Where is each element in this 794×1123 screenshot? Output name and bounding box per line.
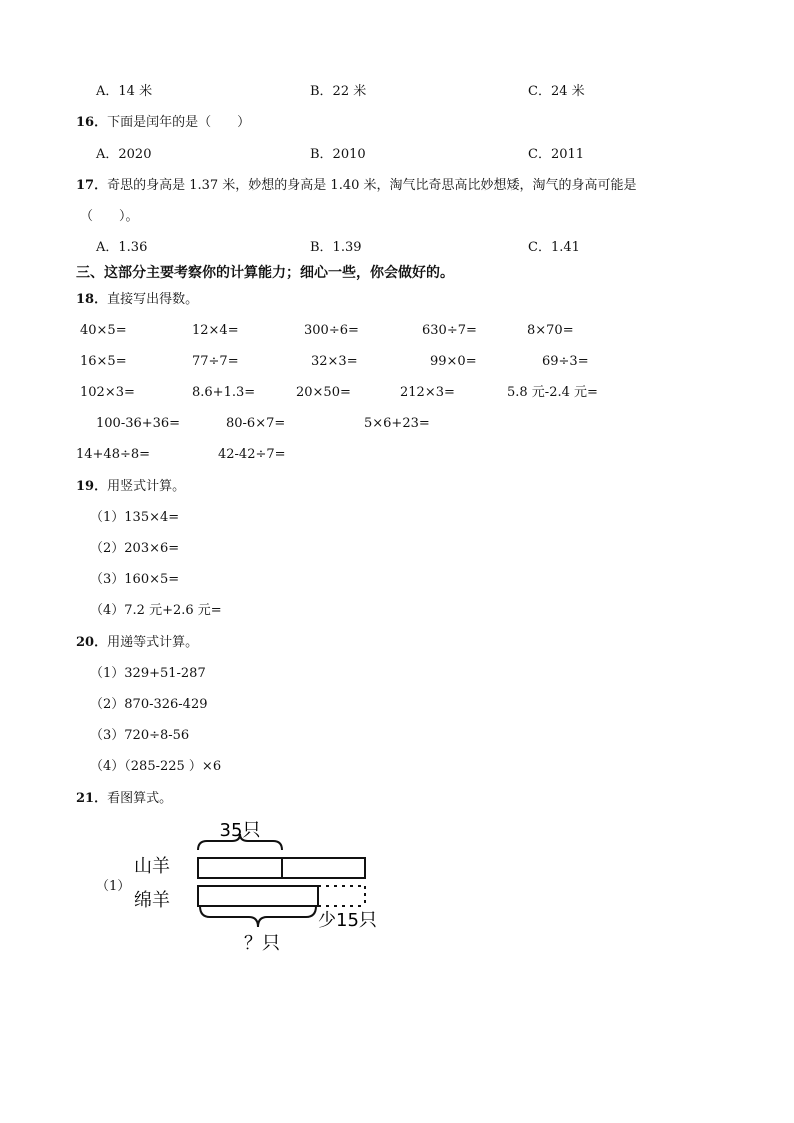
q17-option-a: A．1.36: [96, 240, 148, 255]
q18-expr: 69÷3=: [542, 354, 589, 369]
q18-expr: 12×4=: [192, 323, 239, 338]
q15-option-c: C．24 米: [528, 84, 585, 99]
less-label: 少15只: [318, 910, 377, 931]
q19-item: （2）203×6=: [90, 541, 180, 556]
q15-option-b: B．22 米: [310, 84, 367, 99]
q16-option-c: C．2011: [528, 147, 585, 162]
q18-text: 直接写出得数。: [107, 292, 199, 307]
q18-number: 18．: [76, 292, 108, 307]
q17-text: 奇思的身高是 1.37 米，妙想的身高是 1.40 米，淘气比奇思高比妙想矮，淘气的身高可能是: [107, 178, 637, 193]
q18-expr: 40×5=: [80, 323, 127, 338]
q15-option-a: A．14 米: [96, 84, 153, 99]
q18-expr: 20×50=: [296, 385, 351, 400]
q18-expr: 5.8 元-2.4 元=: [507, 385, 598, 400]
q18-expr: 16×5=: [80, 354, 127, 369]
q19-item: （3）160×5=: [90, 572, 180, 587]
section3-title: 三、这部分主要考察你的计算能力；细心一些，你会做好的。: [76, 265, 454, 281]
q18-expr: 300÷6=: [304, 323, 359, 338]
q18-expr: 99×0=: [430, 354, 477, 369]
sheep-label: 绵羊: [134, 890, 170, 911]
q16-text: 下面是闰年的是（ ）: [107, 115, 251, 130]
q20-number: 20．: [76, 635, 108, 650]
top-brace-label: 35只: [219, 820, 261, 841]
q18-expr: 77÷7=: [192, 354, 239, 369]
q20-item: （2）870-326-429: [90, 697, 208, 712]
q21-number: 21．: [76, 791, 108, 806]
q21-text: 看图算式。: [107, 791, 173, 806]
q19-item: （1）135×4=: [90, 510, 180, 525]
goat-label: 山羊: [134, 856, 170, 877]
q17-option-c: C．1.41: [528, 240, 580, 255]
q18-expr: 14+48÷8=: [76, 447, 151, 462]
q20-text: 用递等式计算。: [107, 635, 199, 650]
q16-option-a: A．2020: [96, 147, 152, 162]
q18-expr: 8.6+1.3=: [192, 385, 256, 400]
q18-expr: 212×3=: [400, 385, 455, 400]
q20-item: （4）（285-225 ）×6: [90, 759, 222, 774]
q16-number: 16．: [76, 115, 108, 130]
q18-expr: 100-36+36=: [96, 416, 181, 431]
q17-text-cont: （ ）。: [80, 209, 139, 224]
q17-option-b: B．1.39: [310, 240, 362, 255]
q18-expr: 5×6+23=: [364, 416, 430, 431]
q18-expr: 8×70=: [527, 323, 574, 338]
q20-item: （1）329+51-287: [90, 666, 206, 681]
q19-text: 用竖式计算。: [107, 479, 186, 494]
q18-expr: 630÷7=: [422, 323, 477, 338]
q19-item: （4）7.2 元+2.6 元=: [90, 603, 222, 618]
question-label: ？只: [244, 933, 280, 954]
q18-expr: 102×3=: [80, 385, 135, 400]
q21-item-label: （1）: [96, 879, 131, 894]
q20-item: （3）720÷8-56: [90, 728, 190, 743]
q18-expr: 32×3=: [311, 354, 358, 369]
q16-option-b: B．2010: [310, 147, 366, 162]
bottom-brace: [200, 906, 316, 927]
q19-number: 19．: [76, 479, 108, 494]
q18-expr: 80-6×7=: [226, 416, 286, 431]
sheep-bar: [198, 886, 318, 906]
q18-expr: 42-42÷7=: [218, 447, 286, 462]
q17-number: 17．: [76, 178, 108, 193]
